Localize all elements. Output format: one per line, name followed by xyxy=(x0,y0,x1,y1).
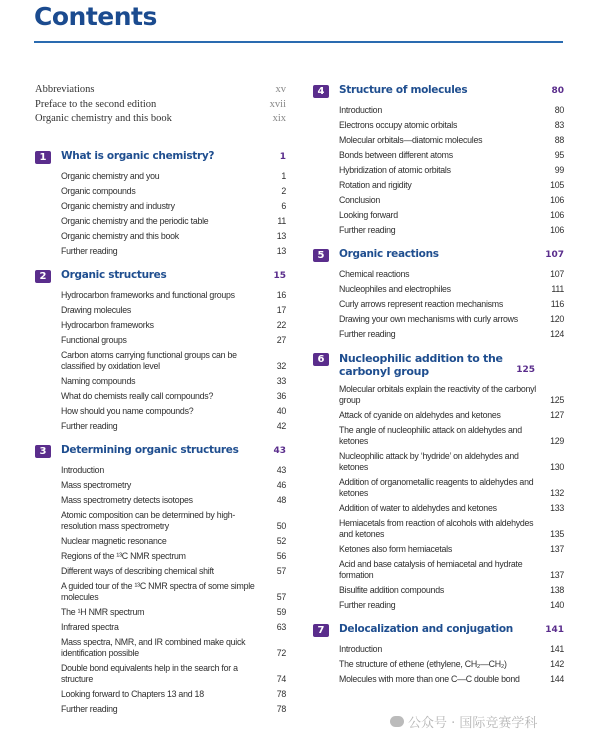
section-item[interactable] xyxy=(61,229,286,244)
chapter-heading[interactable] xyxy=(313,84,564,99)
section-item[interactable] xyxy=(339,178,564,193)
section-title: Further reading xyxy=(61,421,118,431)
section-page: 17 xyxy=(276,305,286,315)
section-page: 107 xyxy=(550,269,564,279)
section-title: Further reading xyxy=(61,246,118,256)
section-title: Further reading xyxy=(339,225,396,235)
section-list xyxy=(61,169,286,259)
section-item[interactable] xyxy=(339,297,564,312)
chapter-title: Determining organic structures xyxy=(61,444,239,456)
chapter-number-badge: 7 xyxy=(313,624,329,637)
section-page: 124 xyxy=(550,329,564,339)
section-item[interactable] xyxy=(61,169,286,184)
section-item[interactable] xyxy=(339,193,564,208)
chapter-heading[interactable] xyxy=(313,352,564,378)
section-page: 40 xyxy=(276,406,286,416)
chapter-4 xyxy=(313,84,564,238)
chapter-title: Organic reactions xyxy=(339,248,439,260)
section-item[interactable] xyxy=(61,389,286,404)
section-title: Hydrocarbon frameworks xyxy=(61,320,154,330)
contents-column-left xyxy=(35,150,286,727)
section-title: Molecules with more than one C—C double bond xyxy=(339,674,520,684)
chapter-heading[interactable] xyxy=(313,248,564,263)
section-title: Bonds between different atoms xyxy=(339,150,453,160)
section-page: 83 xyxy=(554,120,564,130)
section-title: Hybridization of atomic orbitals xyxy=(339,165,451,175)
section-title: Conclusion xyxy=(339,195,381,205)
chapter-6 xyxy=(313,352,564,613)
section-page: 13 xyxy=(276,246,286,256)
section-title: Organic compounds xyxy=(61,186,136,196)
section-page: 1 xyxy=(281,171,286,181)
section-item[interactable] xyxy=(61,687,286,702)
section-page: 95 xyxy=(554,150,564,160)
section-page: 106 xyxy=(550,195,564,205)
section-item[interactable] xyxy=(339,642,564,657)
section-title: Organic chemistry and this book xyxy=(61,231,179,241)
section-page: 6 xyxy=(281,201,286,211)
section-page: 130 xyxy=(550,462,564,472)
chapter-page: 15 xyxy=(273,271,286,281)
section-title: What do chemists really call compounds? xyxy=(61,391,214,401)
section-title: Looking forward to Chapters 13 and 18 xyxy=(61,689,204,699)
section-page: 78 xyxy=(276,689,286,699)
chapter-heading[interactable] xyxy=(35,269,286,284)
section-item[interactable] xyxy=(61,318,286,333)
section-title: Mass spectrometry detects isotopes xyxy=(61,495,193,505)
section-list xyxy=(339,267,564,342)
section-page: 16 xyxy=(276,290,286,300)
section-item[interactable] xyxy=(339,516,564,542)
section-item[interactable] xyxy=(339,583,564,598)
section-list xyxy=(339,382,564,613)
section-page: 43 xyxy=(276,465,286,475)
front-matter-item[interactable] xyxy=(35,112,286,127)
front-matter-list xyxy=(35,83,286,127)
section-item[interactable] xyxy=(339,382,564,408)
section-item[interactable] xyxy=(339,163,564,178)
section-list xyxy=(339,642,564,687)
section-item[interactable] xyxy=(339,423,564,449)
chapter-number-badge: 3 xyxy=(35,445,51,458)
section-title: Hemiacetals from reaction of alcohols with aldehydes and ketones xyxy=(339,518,534,539)
section-item[interactable] xyxy=(61,605,286,620)
section-title: Addition of water to aldehydes and ketones xyxy=(339,503,497,513)
section-page: 42 xyxy=(276,421,286,431)
contents-column-right xyxy=(313,84,564,697)
section-title: Bisulfite addition compounds xyxy=(339,585,444,595)
section-item[interactable] xyxy=(61,288,286,303)
section-title: How should you name compounds? xyxy=(61,406,194,416)
section-title: Double bond equivalents help in the search for a structure xyxy=(61,663,238,684)
section-page: 11 xyxy=(277,216,286,226)
section-item[interactable] xyxy=(339,148,564,163)
section-page: 72 xyxy=(276,648,286,658)
front-matter-page: xix xyxy=(272,113,286,124)
section-item[interactable] xyxy=(61,214,286,229)
front-matter-page: xvii xyxy=(269,98,286,110)
chapter-2 xyxy=(35,269,286,434)
chapter-number-badge: 4 xyxy=(313,85,329,98)
page-title: Contents xyxy=(34,2,157,31)
section-title: Drawing your own mechanisms with curly arrows xyxy=(339,314,518,324)
chapter-1 xyxy=(35,150,286,259)
section-title: Organic chemistry and industry xyxy=(61,201,175,211)
section-title: Regions of the ¹³C NMR spectrum xyxy=(61,551,186,561)
section-page: 144 xyxy=(550,674,564,684)
section-page: 50 xyxy=(276,521,286,531)
section-title: Carbon atoms carrying functional groups can be classified by oxidation level xyxy=(61,350,237,371)
section-page: 78 xyxy=(276,704,286,714)
section-item[interactable] xyxy=(339,408,564,423)
chapter-number-badge: 2 xyxy=(35,270,51,283)
section-page: 2 xyxy=(281,186,286,196)
section-title: Drawing molecules xyxy=(61,305,132,315)
front-matter-label: Abbreviations xyxy=(35,84,95,95)
section-page: 56 xyxy=(276,551,286,561)
section-page: 140 xyxy=(550,600,564,610)
section-title: Functional groups xyxy=(61,335,127,345)
section-page: 142 xyxy=(550,659,564,669)
section-title: Naming compounds xyxy=(61,376,136,386)
section-page: 138 xyxy=(550,585,564,595)
section-item[interactable] xyxy=(61,333,286,348)
section-item[interactable] xyxy=(61,661,286,687)
section-page: 111 xyxy=(551,284,564,294)
section-title: Further reading xyxy=(339,329,396,339)
chapter-number-badge: 1 xyxy=(35,151,51,164)
section-item[interactable] xyxy=(339,598,564,613)
chapter-title: What is organic chemistry? xyxy=(61,150,215,162)
chapter-page: 141 xyxy=(545,625,564,635)
section-item[interactable] xyxy=(339,449,564,475)
front-matter-label: Preface to the second edition xyxy=(35,98,157,110)
chapter-3 xyxy=(35,444,286,717)
front-matter-page: xv xyxy=(275,84,286,95)
section-title: The ¹H NMR spectrum xyxy=(61,607,145,617)
watermark xyxy=(390,712,537,731)
section-page: 22 xyxy=(276,320,286,330)
section-title: Further reading xyxy=(339,600,396,610)
section-item[interactable] xyxy=(339,312,564,327)
watermark-text: 公众号 · 国际竞赛学科 xyxy=(408,716,538,731)
section-title: Rotation and rigidity xyxy=(339,180,412,190)
section-page: 27 xyxy=(276,335,286,345)
section-page: 132 xyxy=(550,488,564,498)
section-title: Further reading xyxy=(61,704,118,714)
section-title: Nuclear magnetic resonance xyxy=(61,536,167,546)
chapter-page: 107 xyxy=(545,250,564,260)
wechat-icon xyxy=(390,716,404,727)
section-item[interactable] xyxy=(339,475,564,501)
section-title: Introduction xyxy=(61,465,104,475)
section-item[interactable] xyxy=(339,103,564,118)
section-item[interactable] xyxy=(61,463,286,478)
section-page: 106 xyxy=(550,210,564,220)
section-title: Different ways of describing chemical shift xyxy=(61,566,214,576)
section-page: 63 xyxy=(276,622,286,632)
chapter-5 xyxy=(313,248,564,342)
section-item[interactable] xyxy=(61,404,286,419)
section-page: 135 xyxy=(550,529,564,539)
section-page: 80 xyxy=(554,105,564,115)
section-item[interactable] xyxy=(339,542,564,557)
section-item[interactable] xyxy=(61,348,286,374)
section-title: The structure of ethene (ethylene, CH₂—CH₂) xyxy=(339,659,507,669)
section-item[interactable] xyxy=(339,133,564,148)
section-item[interactable] xyxy=(339,672,564,687)
section-page: 74 xyxy=(276,674,286,684)
chapter-page: 43 xyxy=(273,446,286,456)
front-matter-item[interactable] xyxy=(35,83,286,98)
front-matter-label: Organic chemistry and this book xyxy=(35,113,172,124)
chapter-page: 1 xyxy=(279,152,286,162)
section-page: 33 xyxy=(276,376,286,386)
section-item[interactable] xyxy=(61,635,286,661)
section-page: 137 xyxy=(550,544,564,554)
section-page: 116 xyxy=(550,299,564,309)
title-rule xyxy=(34,41,563,43)
section-item[interactable] xyxy=(339,223,564,238)
section-title: Electrons occupy atomic orbitals xyxy=(339,120,458,130)
section-item[interactable] xyxy=(61,549,286,564)
section-item[interactable] xyxy=(339,118,564,133)
section-title: Attack of cyanide on aldehydes and ketones xyxy=(339,410,501,420)
section-item[interactable] xyxy=(339,267,564,282)
section-title: Curly arrows represent reaction mechanisms xyxy=(339,299,504,309)
chapter-page: 80 xyxy=(551,86,564,96)
section-title: Ketones also form hemiacetals xyxy=(339,544,453,554)
section-title: Introduction xyxy=(339,105,382,115)
section-page: 59 xyxy=(276,607,286,617)
section-list xyxy=(61,288,286,434)
section-title: Chemical reactions xyxy=(339,269,410,279)
section-title: Nucleophilic attack by ‘hydride’ on aldehydes and ketones xyxy=(339,451,519,472)
section-title: Infrared spectra xyxy=(61,622,119,632)
section-title: Mass spectrometry xyxy=(61,480,132,490)
section-item[interactable] xyxy=(61,244,286,259)
section-item[interactable] xyxy=(61,199,286,214)
chapter-heading[interactable] xyxy=(35,444,286,459)
section-title: Molecular orbitals—diatomic molecules xyxy=(339,135,483,145)
chapter-number-badge: 5 xyxy=(313,249,329,262)
section-page: 13 xyxy=(276,231,286,241)
section-item[interactable] xyxy=(61,702,286,717)
chapter-title: Organic structures xyxy=(61,269,167,281)
section-item[interactable] xyxy=(61,419,286,434)
chapter-heading[interactable] xyxy=(313,623,564,638)
section-page: 99 xyxy=(554,165,564,175)
section-title: Hydrocarbon frameworks and functional groups xyxy=(61,290,235,300)
section-list xyxy=(61,463,286,717)
section-page: 48 xyxy=(276,495,286,505)
section-page: 88 xyxy=(554,135,564,145)
section-page: 36 xyxy=(276,391,286,401)
section-item[interactable] xyxy=(339,501,564,516)
section-page: 106 xyxy=(550,225,564,235)
section-item[interactable] xyxy=(61,564,286,579)
section-page: 57 xyxy=(276,592,286,602)
section-title: Addition of organometallic reagents to aldehydes and ketones xyxy=(339,477,534,498)
chapter-number-badge: 6 xyxy=(313,353,329,366)
chapter-title: Structure of molecules xyxy=(339,84,468,96)
section-item[interactable] xyxy=(339,208,564,223)
chapter-title: Nucleophilic addition to the carbonyl group xyxy=(339,352,503,378)
section-page: 127 xyxy=(550,410,564,420)
section-item[interactable] xyxy=(61,478,286,493)
chapter-title: Delocalization and conjugation xyxy=(339,623,513,635)
front-matter-item[interactable] xyxy=(35,98,286,113)
chapter-heading[interactable] xyxy=(35,150,286,165)
section-item[interactable] xyxy=(61,184,286,199)
section-title: Organic chemistry and you xyxy=(61,171,160,181)
section-title: Looking forward xyxy=(339,210,398,220)
chapter-page: 125 xyxy=(516,365,535,375)
section-title: Atomic composition can be determined by high-resolution mass spectrometry xyxy=(61,510,236,531)
section-page: 105 xyxy=(550,180,564,190)
section-item[interactable] xyxy=(61,374,286,389)
section-item[interactable] xyxy=(61,508,286,534)
chapter-7 xyxy=(313,623,564,687)
section-item[interactable] xyxy=(61,620,286,635)
section-item[interactable] xyxy=(339,327,564,342)
section-title: Molecular orbitals explain the reactivity of the carbonyl group xyxy=(339,384,536,405)
section-page: 120 xyxy=(550,314,564,324)
section-item[interactable] xyxy=(61,534,286,549)
section-item[interactable] xyxy=(61,303,286,318)
section-page: 46 xyxy=(276,480,286,490)
section-title: Mass spectra, NMR, and IR combined make quick identification possible xyxy=(61,637,246,658)
section-page: 52 xyxy=(276,536,286,546)
section-item[interactable] xyxy=(61,493,286,508)
section-page: 32 xyxy=(276,361,286,371)
section-title: Acid and base catalysis of hemiacetal and hydrate formation xyxy=(339,559,523,580)
section-page: 129 xyxy=(550,436,564,446)
section-item[interactable] xyxy=(61,579,286,605)
section-item[interactable] xyxy=(339,282,564,297)
section-title: Introduction xyxy=(339,644,382,654)
section-list xyxy=(339,103,564,238)
section-page: 133 xyxy=(550,503,564,513)
section-page: 57 xyxy=(276,566,286,576)
section-page: 141 xyxy=(550,644,564,654)
section-title: A guided tour of the ¹³C NMR spectra of some simple molecules xyxy=(61,581,255,602)
section-item[interactable] xyxy=(339,657,564,672)
section-item[interactable] xyxy=(339,557,564,583)
section-title: Nucleophiles and electrophiles xyxy=(339,284,451,294)
section-page: 137 xyxy=(550,570,564,580)
section-title: Organic chemistry and the periodic table xyxy=(61,216,209,226)
section-page: 125 xyxy=(550,395,564,405)
section-title: The angle of nucleophilic attack on aldehydes and ketones xyxy=(339,425,522,446)
